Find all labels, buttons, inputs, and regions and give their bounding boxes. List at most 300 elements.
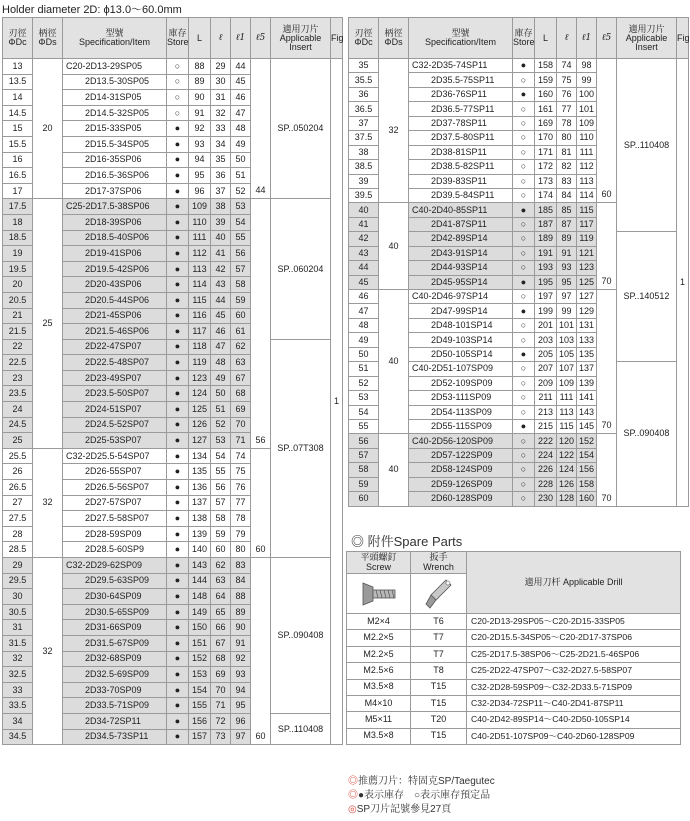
length-L: 140 [189,542,211,558]
length-l: 72 [211,713,231,729]
note-text: ●表示庫存 ○表示庫存預定品 [358,790,491,801]
cutting-diameter: 36.5 [349,102,379,116]
length-l1: 95 [231,698,251,714]
store-status: ● [167,713,189,729]
screw-size: M2.5×6 [347,663,411,679]
length-l: 63 [211,573,231,589]
header-l1: ℓ1 [231,18,251,59]
length-l: 54 [211,448,231,464]
length-l: 44 [211,292,231,308]
screw-size: M3.5×8 [347,728,411,744]
model-number: 2D60-128SP09 [409,492,513,506]
header-dc-line: 刃徑 [354,28,373,38]
length-l1: 154 [577,448,597,462]
length-l: 64 [211,589,231,605]
cutting-diameter: 20.5 [3,292,33,308]
cutting-diameter: 59 [349,477,379,491]
store-status: ● [167,526,189,542]
cutting-diameter: 28.5 [3,542,33,558]
cutting-diameter: 17.5 [3,199,33,215]
spare-parts-table [346,551,681,745]
length-L: 119 [189,355,211,371]
header-L: L [535,18,557,59]
cutting-diameter: 18 [3,214,33,230]
store-status: ● [167,386,189,402]
length-l: 60 [211,542,231,558]
length-l1: 111 [577,145,597,159]
store-status: ● [513,419,535,433]
length-L: 93 [189,136,211,152]
length-L: 138 [189,511,211,527]
cutting-diameter: 16.5 [3,168,33,184]
length-L: 115 [189,292,211,308]
store-status: ● [167,589,189,605]
store-status: ○ [167,105,189,121]
header-L: L [189,18,211,59]
spare-row [347,630,681,646]
length-l: 51 [211,402,231,418]
model-number: 2D20.5-44SP06 [63,292,167,308]
length-l: 69 [211,667,231,683]
applicable-insert: SP..140512 [617,232,677,362]
header-insert-line: Insert [635,41,658,52]
length-L: 155 [189,698,211,714]
cutting-diameter: 52 [349,376,379,390]
length-l: 46 [211,324,231,340]
model-number: 2D22-47SP07 [63,339,167,355]
model-number: 2D38.5-82SP11 [409,160,513,174]
length-l: 107 [557,362,577,376]
model-number: 2D52-109SP09 [409,376,513,390]
note-mark-icon: ◎ [348,804,357,815]
shank-diameter: 25 [33,199,63,449]
length-l: 31 [211,90,231,106]
length-L: 191 [535,246,557,260]
store-status: ○ [513,477,535,491]
store-status: ○ [513,376,535,390]
length-l: 122 [557,448,577,462]
length-l: 30 [211,74,231,90]
store-status: ○ [167,90,189,106]
cutting-diameter: 41 [349,217,379,231]
length-l: 126 [557,477,577,491]
model-number: 2D41-87SP11 [409,217,513,231]
length-l1: 125 [577,275,597,289]
length-l: 77 [557,102,577,116]
length-l1: 55 [231,230,251,246]
header-store [167,18,189,59]
model-number: C40-2D51-107SP09 [409,362,513,376]
header-fig: Fig [331,18,343,59]
length-l: 83 [557,174,577,188]
header-dc [349,18,379,59]
cutting-diameter: 22.5 [3,355,33,371]
cutting-diameter: 38 [349,145,379,159]
length-l5: 70 [597,290,617,434]
store-status: ● [167,121,189,137]
model-number: 2D43-91SP14 [409,246,513,260]
model-number: C40-2D40-85SP11 [409,203,513,217]
cutting-diameter: 39.5 [349,188,379,202]
length-L: 199 [535,304,557,318]
length-l1: 114 [577,188,597,202]
length-L: 96 [189,183,211,199]
cutting-diameter: 20 [3,277,33,293]
cutting-diameter: 39 [349,174,379,188]
length-l1: 77 [231,495,251,511]
length-l1: 71 [231,433,251,449]
cutting-diameter: 21 [3,308,33,324]
length-l1: 78 [231,511,251,527]
applicable-insert: SP..110408 [617,59,677,232]
store-status: ○ [513,174,535,188]
length-l1: 141 [577,391,597,405]
header-insert-line: 適用刀片 [282,23,319,34]
store-status: ● [513,347,535,361]
length-L: 185 [535,203,557,217]
length-l1: 76 [231,480,251,496]
model-number: 2D30-64SP09 [63,589,167,605]
model-number: C20-2D13-29SP05 [63,59,167,75]
length-l1: 44 [231,59,251,75]
screw-size: M4×10 [347,695,411,711]
model-number: 2D30.5-65SP09 [63,604,167,620]
model-number: 2D38-81SP11 [409,145,513,159]
model-number: C32-2D25.5-54SP07 [63,448,167,464]
store-status: ○ [513,232,535,246]
model-number: 2D39-83SP11 [409,174,513,188]
model-number: 2D47-99SP14 [409,304,513,318]
length-l: 103 [557,333,577,347]
length-l: 57 [211,495,231,511]
cutting-diameter: 32 [3,651,33,667]
model-number: 2D32-68SP09 [63,651,167,667]
length-l: 58 [211,511,231,527]
length-L: 207 [535,362,557,376]
header-model-line: Specification/Item [424,37,497,47]
length-l1: 45 [231,74,251,90]
store-status: ● [167,433,189,449]
length-l: 99 [557,304,577,318]
header-model [63,18,167,59]
model-number: C40-2D56-120SP09 [409,434,513,448]
length-l5: 70 [597,434,617,506]
store-status: ● [513,87,535,101]
length-L: 94 [189,152,211,168]
spare-parts-title-text: 附件Spare Parts [367,534,463,549]
length-L: 160 [535,87,557,101]
spare-row [347,728,681,744]
length-l: 47 [211,339,231,355]
wrench-size: T7 [411,630,467,646]
model-number: 2D31-66SP09 [63,620,167,636]
cutting-diameter: 46 [349,290,379,304]
store-status: ○ [513,102,535,116]
length-L: 139 [189,526,211,542]
store-status: ● [167,651,189,667]
cutting-diameter: 24.5 [3,417,33,433]
length-l1: 70 [231,417,251,433]
store-status: ○ [513,116,535,130]
shank-diameter: 32 [33,448,63,557]
model-number: 2D33.5-71SP09 [63,698,167,714]
length-l1: 54 [231,214,251,230]
cutting-diameter: 13.5 [3,74,33,90]
wrench-icon [424,577,454,611]
length-L: 158 [535,59,557,73]
header-dc-line: ΦDc [8,37,27,47]
cutting-diameter: 54 [349,405,379,419]
model-number: 2D15-33SP05 [63,121,167,137]
length-l1: 100 [577,87,597,101]
spare-parts-title [351,531,462,550]
screw-icon [359,579,399,609]
header-l1: ℓ1 [577,18,597,59]
cutting-diameter: 26.5 [3,480,33,496]
length-l1: 135 [577,347,597,361]
note-line [348,789,495,803]
length-l: 32 [211,105,231,121]
wrench-size: T20 [411,712,467,728]
model-number: 2D37.5-80SP11 [409,131,513,145]
model-number: 2D18-39SP06 [63,214,167,230]
length-L: 111 [189,230,211,246]
length-l: 70 [211,682,231,698]
store-status: ○ [513,448,535,462]
model-number: 2D26-55SP07 [63,464,167,480]
applicable-drill: C32-2D28-59SP09～C32-2D33.5-71SP09 [467,679,681,695]
table-row [349,59,689,73]
length-L: 209 [535,376,557,390]
cutting-diameter: 21.5 [3,324,33,340]
header-fig: Fig [677,18,689,59]
shank-diameter: 20 [33,59,63,199]
length-l1: 96 [231,713,251,729]
length-l: 113 [557,405,577,419]
cutting-diameter: 43 [349,246,379,260]
length-l1: 92 [231,651,251,667]
model-number: 2D36.5-77SP11 [409,102,513,116]
length-l: 36 [211,168,231,184]
store-status: ● [167,230,189,246]
cutting-diameter: 34 [3,713,33,729]
store-status: ○ [513,188,535,202]
length-l1: 101 [577,102,597,116]
model-number: 2D16.5-36SP06 [63,168,167,184]
store-status: ● [513,304,535,318]
length-L: 170 [535,131,557,145]
length-L: 118 [189,339,211,355]
length-l1: 75 [231,464,251,480]
length-L: 224 [535,448,557,462]
header-ds-line: ΦDs [38,37,57,47]
wrench-header-line: Wrench [423,561,454,572]
length-L: 134 [189,448,211,464]
length-L: 143 [189,558,211,574]
length-L: 151 [189,635,211,651]
length-L: 201 [535,318,557,332]
cutting-diameter: 13 [3,59,33,75]
store-status: ○ [513,290,535,304]
model-number: 2D45-95SP14 [409,275,513,289]
model-number: 2D42-89SP14 [409,232,513,246]
length-l: 35 [211,152,231,168]
store-status: ● [167,698,189,714]
store-status: ● [167,573,189,589]
length-l1: 89 [231,604,251,620]
model-number: C32-2D35-74SP11 [409,59,513,73]
length-L: 159 [535,73,557,87]
length-L: 161 [535,102,557,116]
applicable-insert: SP..110408 [271,713,331,744]
length-l1: 123 [577,261,597,275]
store-status: ● [167,136,189,152]
length-l: 42 [211,261,231,277]
shank-diameter: 40 [379,434,409,506]
store-status: ○ [513,318,535,332]
model-number: 2D59-126SP09 [409,477,513,491]
store-status: ● [167,682,189,698]
screw-size: M2.2×5 [347,646,411,662]
cutting-diameter: 32.5 [3,667,33,683]
length-l: 78 [557,116,577,130]
shank-diameter: 40 [379,203,409,290]
model-number: 2D49-103SP14 [409,333,513,347]
cutting-diameter: 40 [349,203,379,217]
length-l1: 79 [231,526,251,542]
cutting-diameter: 26 [3,464,33,480]
length-l5: 44 [251,59,271,199]
length-l1: 99 [577,73,597,87]
figure-number: 1 [677,59,689,507]
store-status: ● [167,292,189,308]
length-l1: 98 [577,59,597,73]
length-l: 124 [557,463,577,477]
cutting-diameter: 33.5 [3,698,33,714]
wrench-icon-cell [411,574,467,614]
spare-row [347,712,681,728]
length-l: 38 [211,199,231,215]
length-l1: 91 [231,635,251,651]
length-l: 85 [557,203,577,217]
store-status: ○ [513,145,535,159]
cutting-diameter: 56 [349,434,379,448]
length-l1: 68 [231,386,251,402]
screw-header-line: 平頭螺釘 [360,551,397,562]
model-number: 2D22.5-48SP07 [63,355,167,371]
length-l: 56 [211,480,231,496]
length-L: 123 [189,370,211,386]
cutting-diameter: 51 [349,362,379,376]
store-status: ● [513,275,535,289]
length-l1: 127 [577,290,597,304]
length-L: 222 [535,434,557,448]
model-number: 2D20-43SP06 [63,277,167,293]
store-status: ○ [167,74,189,90]
shank-diameter: 40 [379,290,409,434]
table-row [3,558,343,574]
header-insert-line: 適用刀片 [628,23,665,34]
store-status: ○ [513,131,535,145]
spec-table-left [2,17,343,745]
cutting-diameter: 35.5 [349,73,379,87]
model-number: 2D21.5-46SP06 [63,324,167,340]
length-l1: 109 [577,116,597,130]
length-l: 81 [557,145,577,159]
length-l: 52 [211,417,231,433]
length-l: 39 [211,214,231,230]
screw-header [347,552,411,574]
cutting-diameter: 37.5 [349,131,379,145]
header-dc-line: ΦDc [354,37,373,47]
cutting-diameter: 29.5 [3,573,33,589]
length-l1: 47 [231,105,251,121]
length-L: 136 [189,480,211,496]
model-number: 2D17-37SP06 [63,183,167,199]
model-number: 2D29.5-63SP09 [63,573,167,589]
store-status: ● [167,168,189,184]
length-l1: 57 [231,261,251,277]
cutting-diameter: 18.5 [3,230,33,246]
length-l1: 52 [231,183,251,199]
length-l1: 145 [577,419,597,433]
model-number: 2D13.5-30SP05 [63,74,167,90]
cutting-diameter: 58 [349,463,379,477]
note-text: 推薦刀片：特固克SP/Taegutec [358,776,495,787]
length-l1: 113 [577,174,597,188]
cutting-diameter: 49 [349,333,379,347]
model-number: C40-2D46-97SP14 [409,290,513,304]
header-l5: ℓ5 [597,18,617,59]
length-L: 154 [189,682,211,698]
store-status: ● [513,59,535,73]
length-l1: 53 [231,199,251,215]
spare-row [347,614,681,630]
length-l: 76 [557,87,577,101]
cutting-diameter: 25.5 [3,448,33,464]
header-l: ℓ [211,18,231,59]
length-l: 84 [557,188,577,202]
length-l1: 62 [231,339,251,355]
store-status: ● [167,308,189,324]
length-l: 111 [557,391,577,405]
length-l1: 69 [231,402,251,418]
model-number: 2D28.5-60SP9 [63,542,167,558]
length-l1: 58 [231,277,251,293]
length-l: 40 [211,230,231,246]
model-number: 2D24.5-52SP07 [63,417,167,433]
length-l1: 137 [577,362,597,376]
length-l1: 112 [577,160,597,174]
store-status: ● [167,261,189,277]
cutting-diameter: 14 [3,90,33,106]
length-L: 189 [535,232,557,246]
store-status: ○ [513,434,535,448]
length-l: 65 [211,604,231,620]
length-l: 120 [557,434,577,448]
cutting-diameter: 31.5 [3,635,33,651]
model-number: 2D15.5-34SP05 [63,136,167,152]
length-L: 153 [189,667,211,683]
header-l5: ℓ5 [251,18,271,59]
cutting-diameter: 55 [349,419,379,433]
length-l: 101 [557,318,577,332]
length-l: 34 [211,136,231,152]
store-status: ● [167,495,189,511]
cutting-diameter: 45 [349,275,379,289]
header-insert-line: Applicable [625,32,668,43]
length-l: 37 [211,183,231,199]
